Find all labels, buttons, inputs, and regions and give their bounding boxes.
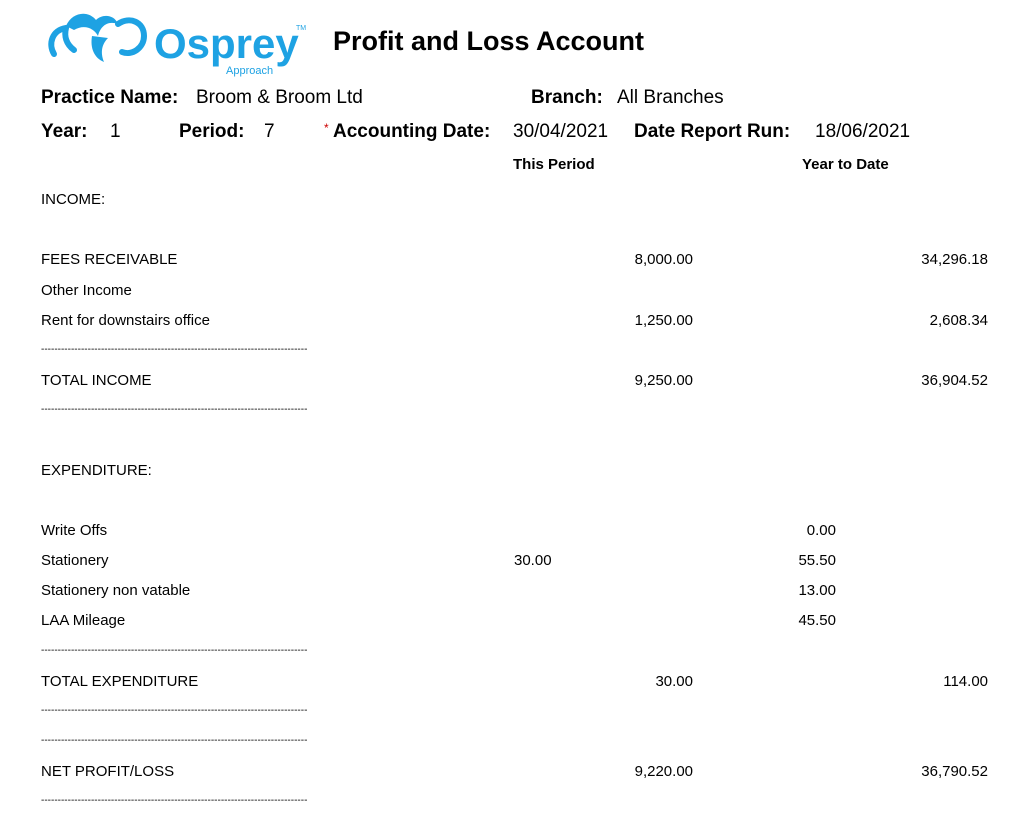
svg-text:Approach: Approach [226, 65, 274, 77]
total-income-ytd: 36,904.52 [921, 372, 988, 389]
expenditure-row-label: Stationery non vatable [41, 582, 191, 599]
col-year-to-date: Year to Date [802, 156, 889, 173]
separator-line: -------------------------------------------------------------------------------- [41, 735, 308, 746]
accounting-date-value: 30/04/2021 [513, 121, 609, 142]
required-mark: * [324, 121, 329, 135]
expenditure-heading: EXPENDITURE: [41, 462, 152, 479]
total-income-period: 9,250.00 [634, 372, 693, 389]
separator-line: -------------------------------------------------------------------------------- [41, 705, 308, 716]
report-run-label: Date Report Run: [634, 121, 791, 142]
separator-line: -------------------------------------------------------------------------------- [41, 795, 308, 806]
col-this-period: This Period [513, 156, 595, 173]
report-title: Profit and Loss Account [333, 26, 645, 56]
income-row-period: 8,000.00 [634, 251, 693, 268]
svg-text:TM: TM [296, 25, 307, 32]
osprey-logo [44, 6, 314, 78]
income-row-label: FEES RECEIVABLE [41, 251, 178, 268]
income-row-label: Other Income [41, 282, 132, 299]
expenditure-row-ytd: 55.50 [798, 552, 836, 569]
svg-text:Osprey: Osprey [154, 20, 299, 67]
expenditure-row-label: Stationery [41, 552, 109, 569]
period-value: 7 [264, 121, 275, 142]
year-value: 1 [110, 121, 121, 142]
income-heading: INCOME: [41, 191, 106, 208]
total-expenditure-ytd: 114.00 [943, 673, 988, 690]
total-income-label: TOTAL INCOME [41, 372, 152, 389]
practice-name-value: Broom & Broom Ltd [196, 87, 363, 108]
expenditure-row-label: LAA Mileage [41, 612, 126, 629]
expenditure-row-ytd: 13.00 [798, 582, 836, 599]
separator-line: -------------------------------------------------------------------------------- [41, 645, 308, 656]
year-label: Year: [41, 121, 88, 142]
practice-name-label: Practice Name: [41, 87, 179, 108]
branch-label: Branch: [531, 87, 603, 108]
net-profit-period: 9,220.00 [634, 763, 693, 780]
expenditure-row-ytd: 45.50 [798, 612, 836, 629]
separator-line: -------------------------------------------------------------------------------- [41, 404, 308, 415]
income-row-period: 1,250.00 [634, 312, 693, 329]
separator-line: -------------------------------------------------------------------------------- [41, 344, 308, 355]
total-expenditure-period: 30.00 [655, 673, 693, 690]
report-run-value: 18/06/2021 [815, 121, 911, 142]
net-profit-ytd: 36,790.52 [921, 763, 988, 780]
period-label: Period: [179, 121, 245, 142]
income-row-label: Rent for downstairs office [41, 312, 210, 329]
expenditure-row-ytd: 0.00 [806, 522, 836, 539]
branch-value: All Branches [617, 87, 724, 108]
expenditure-row-label: Write Offs [41, 522, 108, 539]
net-profit-label: NET PROFIT/LOSS [41, 763, 175, 780]
total-expenditure-label: TOTAL EXPENDITURE [41, 673, 199, 690]
osprey-bird-icon [44, 6, 314, 78]
expenditure-row-period: 30.00 [514, 552, 552, 569]
accounting-date-label: Accounting Date: [333, 121, 491, 142]
income-row-ytd: 34,296.18 [921, 251, 988, 268]
income-row-ytd: 2,608.34 [929, 312, 988, 329]
